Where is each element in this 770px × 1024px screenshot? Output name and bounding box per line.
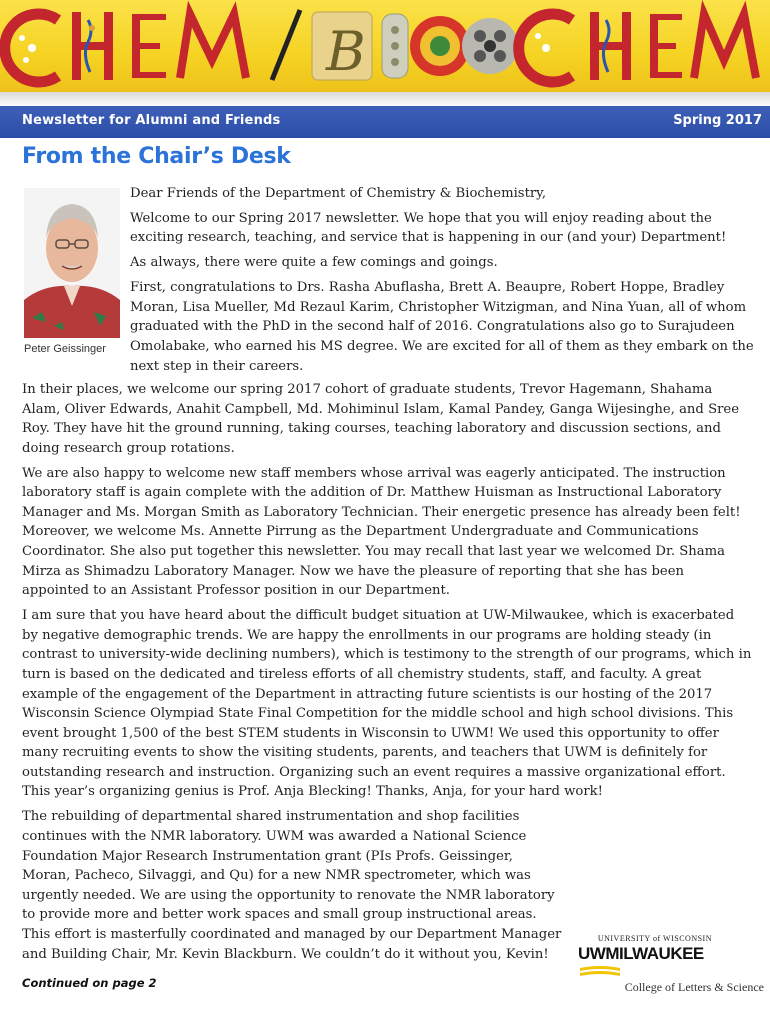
- chair-photo: [24, 188, 120, 338]
- paragraph: As always, there were quite a few comings and goings.: [130, 255, 498, 271]
- photo-caption: Peter Geissinger: [24, 343, 106, 355]
- masthead-slash: [272, 10, 300, 80]
- masthead-letter-c2: [519, 14, 572, 82]
- intro-column: [130, 184, 754, 382]
- masthead-letter-e: [132, 14, 166, 78]
- masthead-letter-h: [72, 12, 113, 80]
- masthead-letter-c: [5, 14, 58, 82]
- uwm-logo: [578, 930, 712, 978]
- masthead-letter-h2: [590, 12, 631, 80]
- paragraph: The rebuilding of departmental shared instrumentation and shop facilities continues with the NMR laboratory. UWM was awarded a National Science Foundation Major Research Instrumentation grant (PIs Profs. Geissinger, Moran, Pacheco, Silvaggi, and Qu) for a new NMR spectrometer, which was urgently needed. We are using the opportunity to renovate the NMR laboratory to provide more and better work spaces and small group instructional areas. This effort is masterfully coordinated and managed by our Department Manager and Building Chair, Mr. Kevin Blackburn. We couldn’t do it without you, Kevin!: [22, 809, 562, 962]
- paragraph: First, congratulations to Drs. Rasha Abuflasha, Brett A. Beaupre, Robert Hoppe, Bradley Moran, Lisa Mueller, Md Rezaul Karim, Christopher Witzigman, and Nina Yuan, all of whom graduated with the PhD in the second half of 2016. Congratulations also go to Surajudeen Omolabake, who earned his MS degree. We are excited for all of them as they embark on the next step in their careers.: [130, 280, 754, 374]
- portrait-image: [24, 188, 120, 338]
- logo-wordmark: UWMILWAUKEE: [578, 944, 704, 963]
- masthead-letter-m2: [694, 14, 756, 78]
- paragraph: We are also happy to welcome new staff members whose arrival was eagerly anticipated. The instruction laboratory staff is again complete with the addition of Dr. Matthew Huisman as Instructional Laboratory Manager and Ms. Morgan Smith as Laboratory Technician. Their energetic presence has already been felt! Moreover, we welcome Ms. Annette Pirrung as the Department Undergraduate and Communications Coordinator. She also put together this newsletter. You may recall that last year we welcomed Dr. Shama Mirza as Shimadzu Laboratory Manager. Now we have the pleasure of reporting that she has been appointed to an Assistant Professor position in our Department.: [22, 465, 741, 599]
- newsletter-bar: [0, 106, 770, 138]
- paragraph: Dear Friends of the Department of Chemistry & Biochemistry,: [130, 186, 547, 201]
- paragraph: Welcome to our Spring 2017 newsletter. We hope that you will enjoy reading about the exciting research, teaching, and service that is happening in our (and your) Department!: [130, 210, 727, 246]
- masthead-letter-b: [312, 12, 372, 83]
- svg-text:B: B: [326, 20, 366, 83]
- logo-swoosh: [580, 964, 620, 978]
- masthead-letter-i: [382, 14, 408, 78]
- masthead-letter-m: [180, 14, 246, 78]
- continued-link[interactable]: Continued on page 2: [22, 976, 157, 990]
- paragraph: I am sure that you have heard about the difficult budget situation at UW-Milwaukee, which is exacerbated by negative demographic trends. We are happy the enrollments in our programs are holding steady (in contrast to university-wide declining numbers), which is testimony to the strength of our programs, which in turn is based on the dedicated and tireless efforts of all chemistry students, staff, and faculty. A great example of the engagement of the Department in attracting future scientists is our hosting of the 2017 Wisconsin Science Olympiad State Final Competition for the middle school and high school divisions. This event brought 1,500 of the best STEM students in Wisconsin to UWM! We used this opportunity to offer many recruiting events to show the visiting students, parents, and teachers that UWM is definitely for outstanding research and instruction. Organizing such an event requires a massive organizational effort. This year’s organizing genius is Prof. Anja Blecking! Thanks, Anja, for your hard work!: [22, 608, 752, 800]
- newsletter-label: Newsletter for Alumni and Friends: [22, 113, 281, 128]
- college-name: College of Letters & Science: [624, 980, 764, 994]
- masthead-letter-e2: [650, 14, 682, 78]
- banner-shadow: [0, 92, 770, 106]
- body-column: [22, 380, 752, 969]
- university-system-label: UNIVERSITY of WISCONSIN: [597, 934, 712, 943]
- issue-date: Spring 2017: [673, 113, 762, 128]
- masthead-title-art: [0, 0, 770, 92]
- article-title: From the Chair’s Desk: [22, 144, 291, 169]
- masthead-banner: [0, 0, 770, 92]
- masthead-letter-o: [410, 16, 470, 76]
- paragraph: In their places, we welcome our spring 2017 cohort of graduate students, Trevor Hagemann, Shahama Alam, Oliver Edwards, Anahit Campbell, Md. Mohiminul Islam, Kamal Pandey, Ganga Wijesinghe, and Sree Roy. They have hit the ground running, taking courses, teaching laboratory and discussion sections, and doing research group rotations.: [22, 382, 740, 456]
- masthead-molecule: [462, 18, 518, 74]
